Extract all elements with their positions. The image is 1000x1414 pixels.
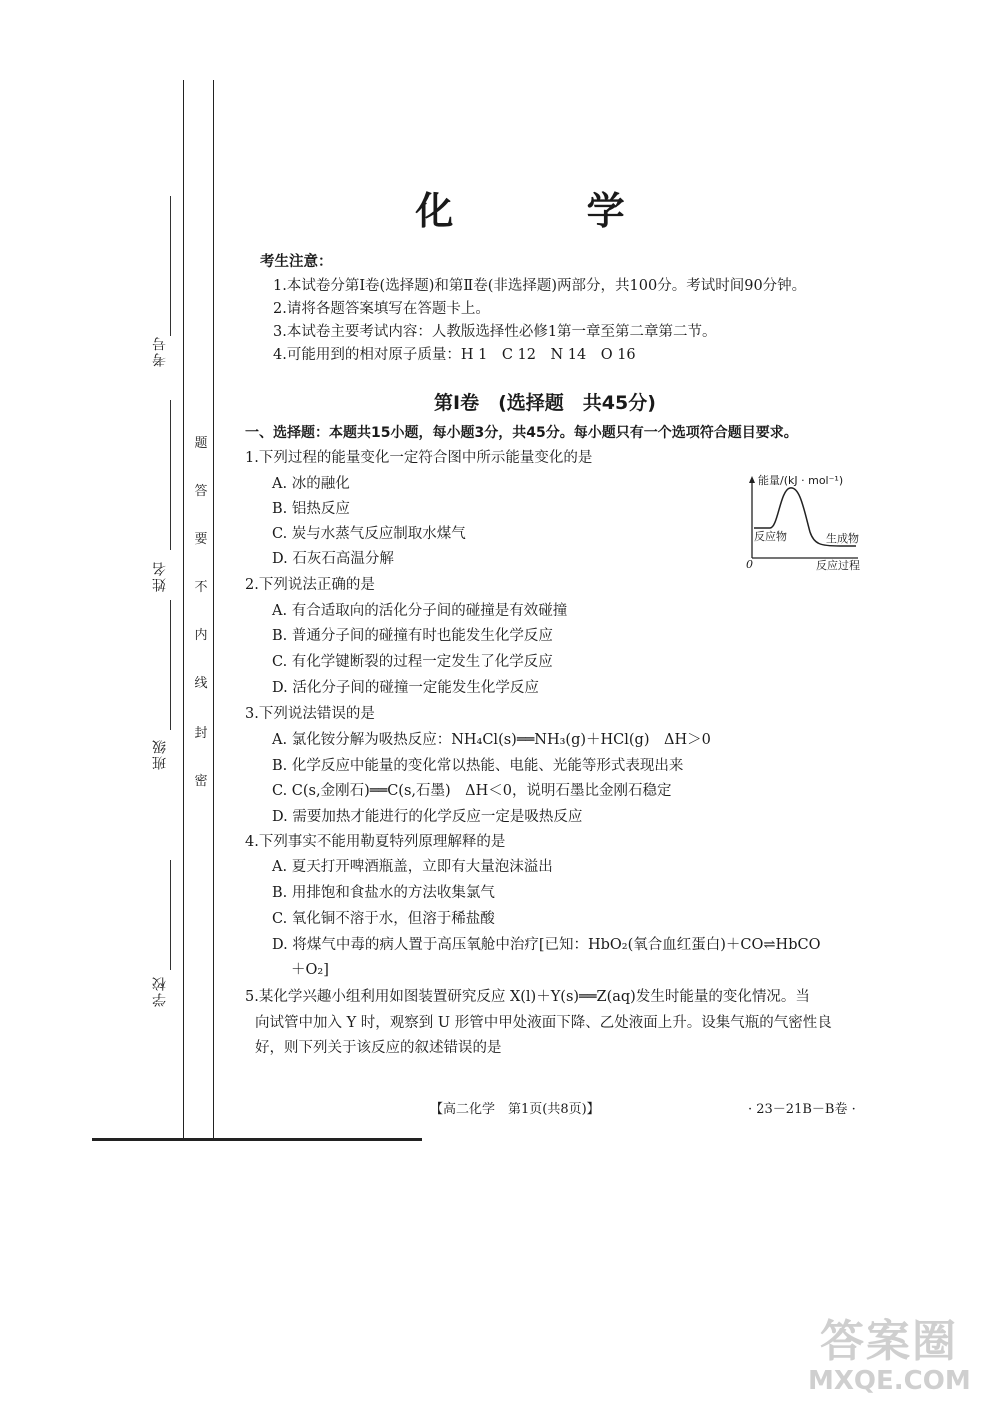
question-stem: 4.下列事实不能用勒夏特列原理解释的是 bbox=[245, 834, 506, 850]
watermark-site: MXQE.COM bbox=[808, 1366, 971, 1396]
seal-char: 答 bbox=[194, 484, 208, 499]
x-axis-label: 反应过程 bbox=[816, 559, 860, 572]
question-option: A. 夏天打开啤酒瓶盖，立即有大量泡沫溢出 bbox=[272, 859, 553, 875]
question-option: A. 有合适取向的活化分子间的碰撞是有效碰撞 bbox=[272, 603, 568, 619]
question-option: D. 石灰石高温分解 bbox=[272, 551, 394, 567]
notice-item: 3.本试卷主要考试内容：人教版选择性必修1第一章至第二章第二节。 bbox=[273, 324, 717, 340]
question-stem: 5.某化学兴趣小组利用如图装置研究反应 X(l)＋Y(s)══Z(aq)发生时能量的变化情况。当 bbox=[245, 989, 810, 1005]
seal-char: 题 bbox=[194, 436, 208, 451]
question-option: C. 有化学键断裂的过程一定发生了化学反应 bbox=[272, 654, 553, 670]
name-blank[interactable] bbox=[170, 400, 171, 550]
seal-char: 要 bbox=[194, 532, 208, 547]
question-option: C. 氧化铜不溶于水，但溶于稀盐酸 bbox=[272, 911, 495, 927]
bottom-rule bbox=[92, 1138, 422, 1141]
y-axis-arrow bbox=[749, 476, 755, 483]
notice-item: 2.请将各题答案填写在答题卡上。 bbox=[273, 301, 490, 317]
question-stem: 1.下列过程的能量变化一定符合图中所示能量变化的是 bbox=[245, 450, 593, 466]
question-option: A. 氯化铵分解为吸热反应：NH₄Cl(s)══NH₃(g)＋HCl(g) ΔH＞0 bbox=[272, 732, 711, 748]
question-option: B. 化学反应中能量的变化常以热能、电能、光能等形式表现出来 bbox=[272, 758, 684, 774]
section-title: 第Ⅰ卷 (选择题 共45分) bbox=[434, 392, 656, 414]
origin-label: 0 bbox=[746, 558, 753, 571]
exam-code: · 23－21B－B卷 · bbox=[748, 1102, 856, 1117]
name-label: 姓名 bbox=[152, 560, 168, 592]
product-label: 生成物 bbox=[826, 532, 859, 545]
seal-char: 不 bbox=[194, 580, 208, 595]
y-axis-label: 能量/(kJ · mol⁻¹) bbox=[758, 474, 844, 487]
notice-item: 1.本试卷分第Ⅰ卷(选择题)和第Ⅱ卷(非选择题)两部分，共100分。考试时间90分钟。 bbox=[273, 278, 807, 294]
seal-char: 内 bbox=[194, 628, 208, 643]
question-option: B. 用排饱和食盐水的方法收集氯气 bbox=[272, 885, 495, 901]
question-option: D. 将煤气中毒的病人置于高压氧舱中治疗[已知：HbO₂(氧合血红蛋白)＋CO⇌HbCO bbox=[272, 937, 821, 953]
page-footer: 【高二化学 第1页(共8页)】 bbox=[430, 1102, 600, 1117]
class-label: 班级 bbox=[152, 738, 168, 770]
question-stem: 2.下列说法正确的是 bbox=[245, 577, 375, 593]
watermark-logo: 答案圈 bbox=[820, 1316, 958, 1367]
exam-number-label: 考号 bbox=[152, 335, 168, 367]
part-heading: 一、选择题：本题共15小题，每小题3分，共45分。每小题只有一个选项符合题目要求。 bbox=[245, 425, 798, 441]
question-stem: 3.下列说法错误的是 bbox=[245, 706, 375, 722]
reactant-label: 反应物 bbox=[754, 530, 787, 543]
question-option-continued: ＋O₂] bbox=[291, 962, 329, 978]
school-label: 学校 bbox=[152, 975, 168, 1007]
question-option: C. 炭与水蒸气反应制取水煤气 bbox=[272, 526, 466, 542]
notice-item: 4.可能用到的相对原子质量：H 1 C 12 N 14 O 16 bbox=[273, 347, 636, 363]
question-option: B. 铝热反应 bbox=[272, 501, 350, 517]
seal-char: 线 bbox=[194, 676, 208, 691]
margin-line-outer bbox=[183, 80, 184, 1138]
energy-diagram bbox=[740, 470, 870, 575]
question-option: B. 普通分子间的碰撞有时也能发生化学反应 bbox=[272, 628, 553, 644]
question-stem: 好，则下列关于该反应的叙述错误的是 bbox=[255, 1040, 502, 1056]
question-option: D. 需要加热才能进行的化学反应一定是吸热反应 bbox=[272, 809, 583, 825]
class-blank[interactable] bbox=[170, 600, 171, 730]
question-option: D. 活化分子间的碰撞一定能发生化学反应 bbox=[272, 680, 539, 696]
question-stem: 向试管中加入 Y 时，观察到 U 形管中甲处液面下降、乙处液面上升。设集气瓶的气密性良 bbox=[255, 1015, 832, 1031]
question-option: C. C(s,金刚石)══C(s,石墨) ΔH＜0，说明石墨比金刚石稳定 bbox=[272, 783, 672, 799]
notice-heading: 考生注意： bbox=[260, 254, 333, 270]
page-title: 化 学 bbox=[415, 189, 685, 233]
seal-char: 封 bbox=[194, 726, 208, 741]
seal-char: 密 bbox=[194, 774, 208, 789]
school-blank[interactable] bbox=[170, 860, 171, 970]
question-option: A. 冰的融化 bbox=[272, 476, 350, 492]
margin-line-inner bbox=[213, 80, 214, 1138]
